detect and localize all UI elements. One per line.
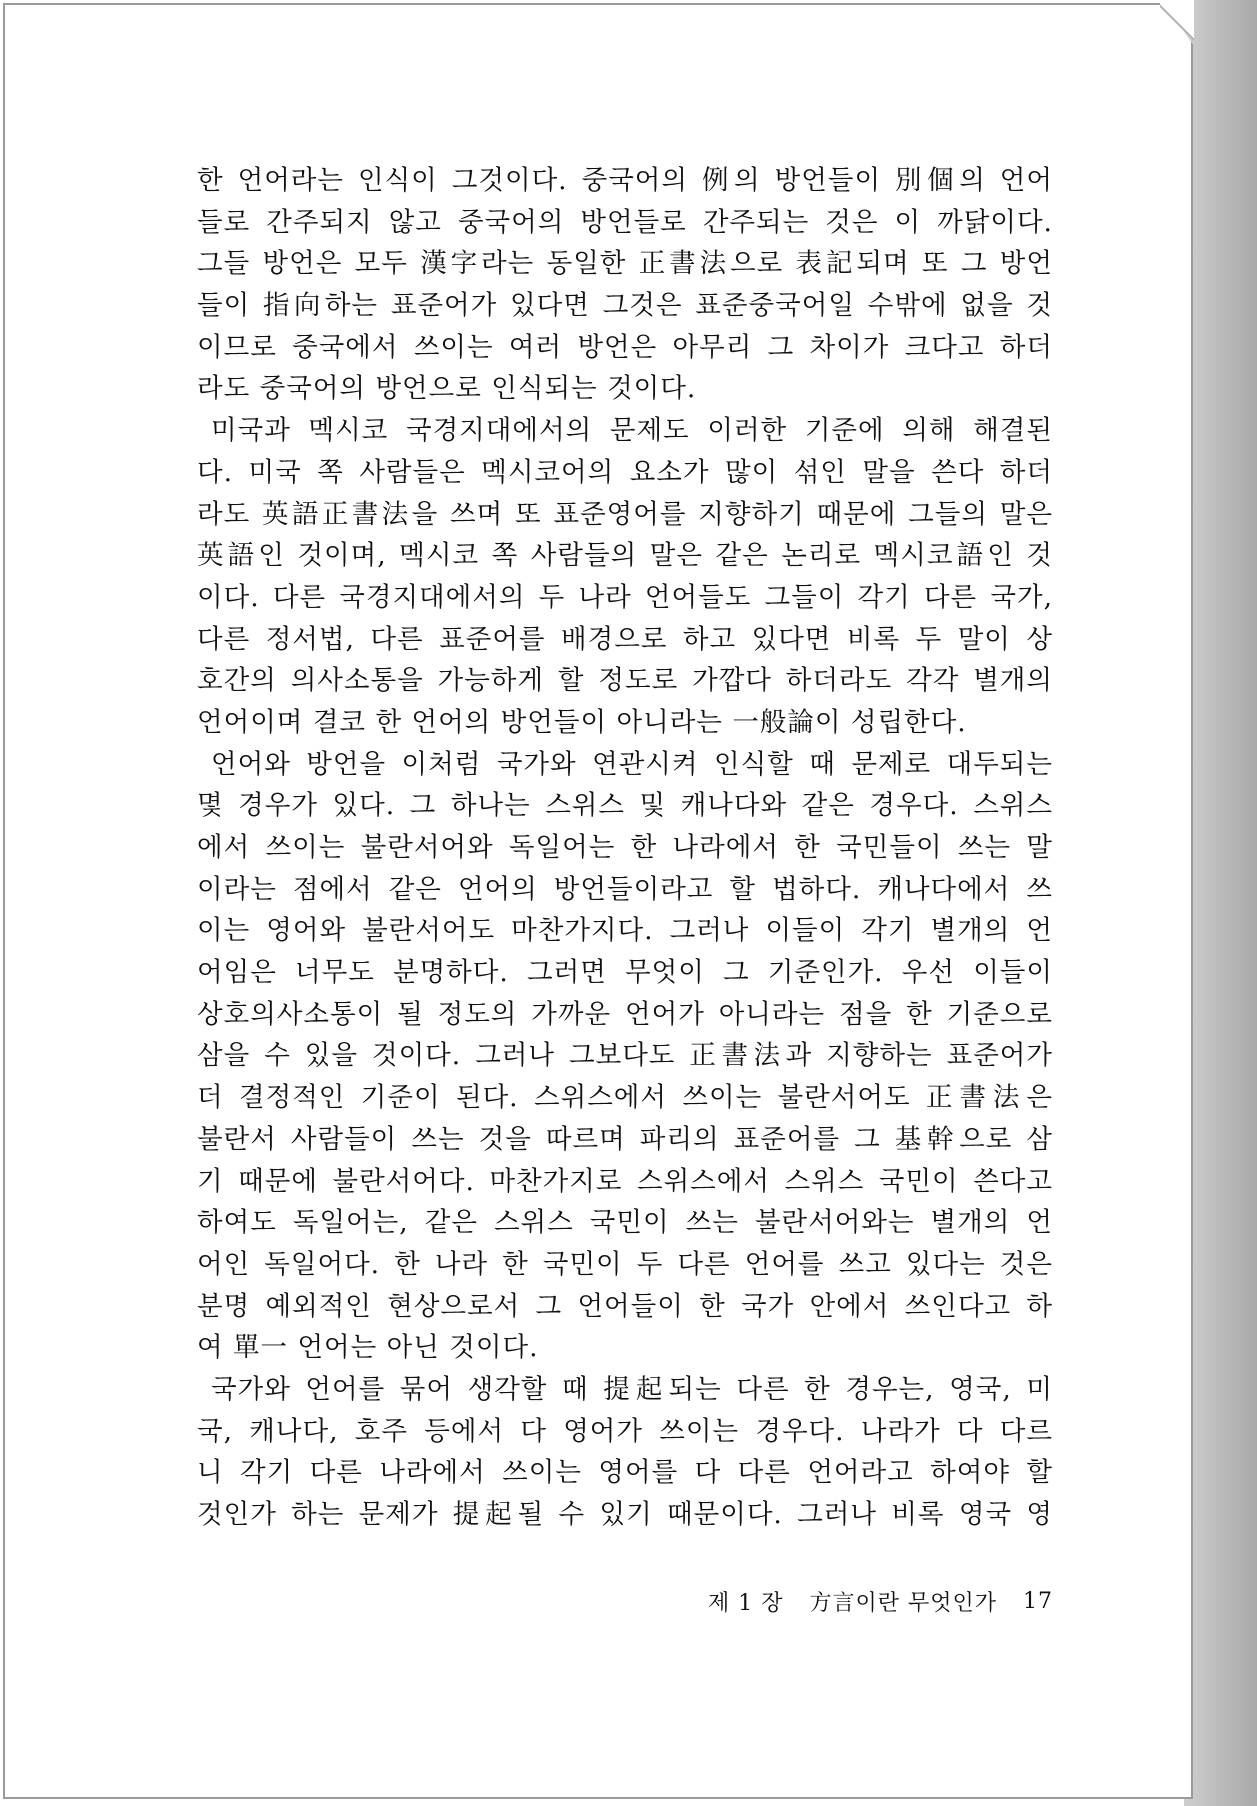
text-line: 英語인 것이며, 멕시코 쪽 사람들의 말은 같은 논리로 멕시코語인 것 <box>197 540 1053 572</box>
text-line: 불란서 사람들이 쓰는 것을 따르며 파리의 표준어를 그 基幹으로 삼 <box>197 1123 1053 1155</box>
text-line: 라도 중국어의 방언으로 인식되는 것이다. <box>197 373 697 405</box>
text-line: 몇 경우가 있다. 그 하나는 스위스 및 캐나다와 같은 경우다. 스위스 <box>197 790 1053 822</box>
text-line: 에서 쓰이는 불란서어와 독일어는 한 나라에서 한 국민들이 쓰는 말 <box>197 832 1053 863</box>
running-footer <box>688 1584 1053 1618</box>
page-corner-fold <box>1160 0 1194 45</box>
text-line: 어임은 너무도 분명하다. 그러면 무엇이 그 기준인가. 우선 이들이 <box>197 957 1053 989</box>
text-line: 이는 영어와 불란서어도 마찬가지다. 그러나 이들이 각기 별개의 언 <box>197 915 1053 947</box>
text-line: 하여도 독일어는, 같은 스위스 국민이 쓰는 불란서어와는 별개의 언 <box>197 1207 1053 1239</box>
text-line: 들이 指向하는 표준어가 있다면 그것은 표준중국어일 수밖에 없을 것 <box>197 290 1053 322</box>
text-line: 라도 英語正書法을 쓰며 또 표준영어를 지향하기 때문에 그들의 말은 <box>197 498 1053 530</box>
text-line: 기 때문에 불란서어다. 마찬가지로 스위스에서 스위스 국민이 쓴다고 <box>197 1165 1053 1197</box>
text-line: 삼을 수 있을 것이다. 그러나 그보다도 正書法과 지향하는 표준어가 <box>197 1040 1053 1072</box>
text-line: 다른 정서법, 다른 표준어를 배경으로 하고 있다면 비록 두 말이 상 <box>197 623 1053 655</box>
text-line: 들로 간주되지 않고 중국어의 방언들로 간주되는 것은 이 까닭이다. <box>197 206 1053 238</box>
text-line: 국가와 언어를 묶어 생각할 때 提起되는 다른 한 경우는, 영국, 미 <box>211 1373 1053 1405</box>
text-line: 언어와 방언을 이처럼 국가와 연관시켜 인식할 때 문제로 대두되는 <box>211 748 1053 780</box>
text-line: 어인 독일어다. 한 나라 한 국민이 두 다른 언어를 쓰고 있다는 것은 <box>197 1248 1053 1280</box>
footer-chapter: 제 1 장 <box>707 1590 784 1616</box>
text-line: 한 언어라는 인식이 그것이다. 중국어의 例의 방언들이 別個의 언어 <box>197 165 1053 196</box>
page-number: 17 <box>1023 1588 1053 1614</box>
text-line: 니 각기 다른 나라에서 쓰이는 영어를 다 다른 언어라고 하여야 할 <box>197 1457 1053 1489</box>
text-line: 호간의 의사소통을 가능하게 할 정도로 가깝다 하더라도 각각 별개의 <box>197 665 1053 697</box>
text-line: 여 單一 언어는 아닌 것이다. <box>197 1332 539 1364</box>
text-line: 다. 미국 쪽 사람들은 멕시코어의 요소가 많이 섞인 말을 쓴다 하더 <box>197 456 1053 488</box>
page-body-text <box>197 160 1053 1536</box>
footer-title: 方言이란 무엇인가 <box>809 1590 997 1616</box>
text-line: 이다. 다른 국경지대에서의 두 나라 언어들도 그들이 각기 다른 국가, <box>197 581 1053 613</box>
text-line: 상호의사소통이 될 정도의 가까운 언어가 아니라는 점을 한 기준으로 <box>197 998 1053 1030</box>
page-stack-edge <box>1184 0 1257 1806</box>
text-line: 분명 예외적인 현상으로서 그 언어들이 한 국가 안에서 쓰인다고 하 <box>197 1290 1053 1322</box>
text-line: 언어이며 결코 한 언어의 방언들이 아니라는 一般論이 성립한다. <box>197 706 967 738</box>
text-line: 이므로 중국에서 쓰이는 여러 방언은 아무리 그 차이가 크다고 하더 <box>197 331 1053 363</box>
text-line: 미국과 멕시코 국경지대에서의 문제도 이러한 기준에 의해 해결된 <box>211 415 1053 447</box>
text-line: 더 결정적인 기준이 된다. 스위스에서 쓰이는 불란서어도 正書法은 <box>197 1082 1053 1114</box>
text-line: 국, 캐나다, 호주 등에서 다 영어가 쓰이는 경우다. 나라가 다 다르 <box>197 1415 1053 1447</box>
text-line: 그들 방언은 모두 漢字라는 동일한 正書法으로 表記되며 또 그 방언 <box>197 248 1053 280</box>
text-line: 것인가 하는 문제가 提起될 수 있기 때문이다. 그러나 비록 영국 영 <box>197 1499 1053 1530</box>
text-line: 이라는 점에서 같은 언어의 방언들이라고 할 법하다. 캐나다에서 쓰 <box>197 873 1053 905</box>
